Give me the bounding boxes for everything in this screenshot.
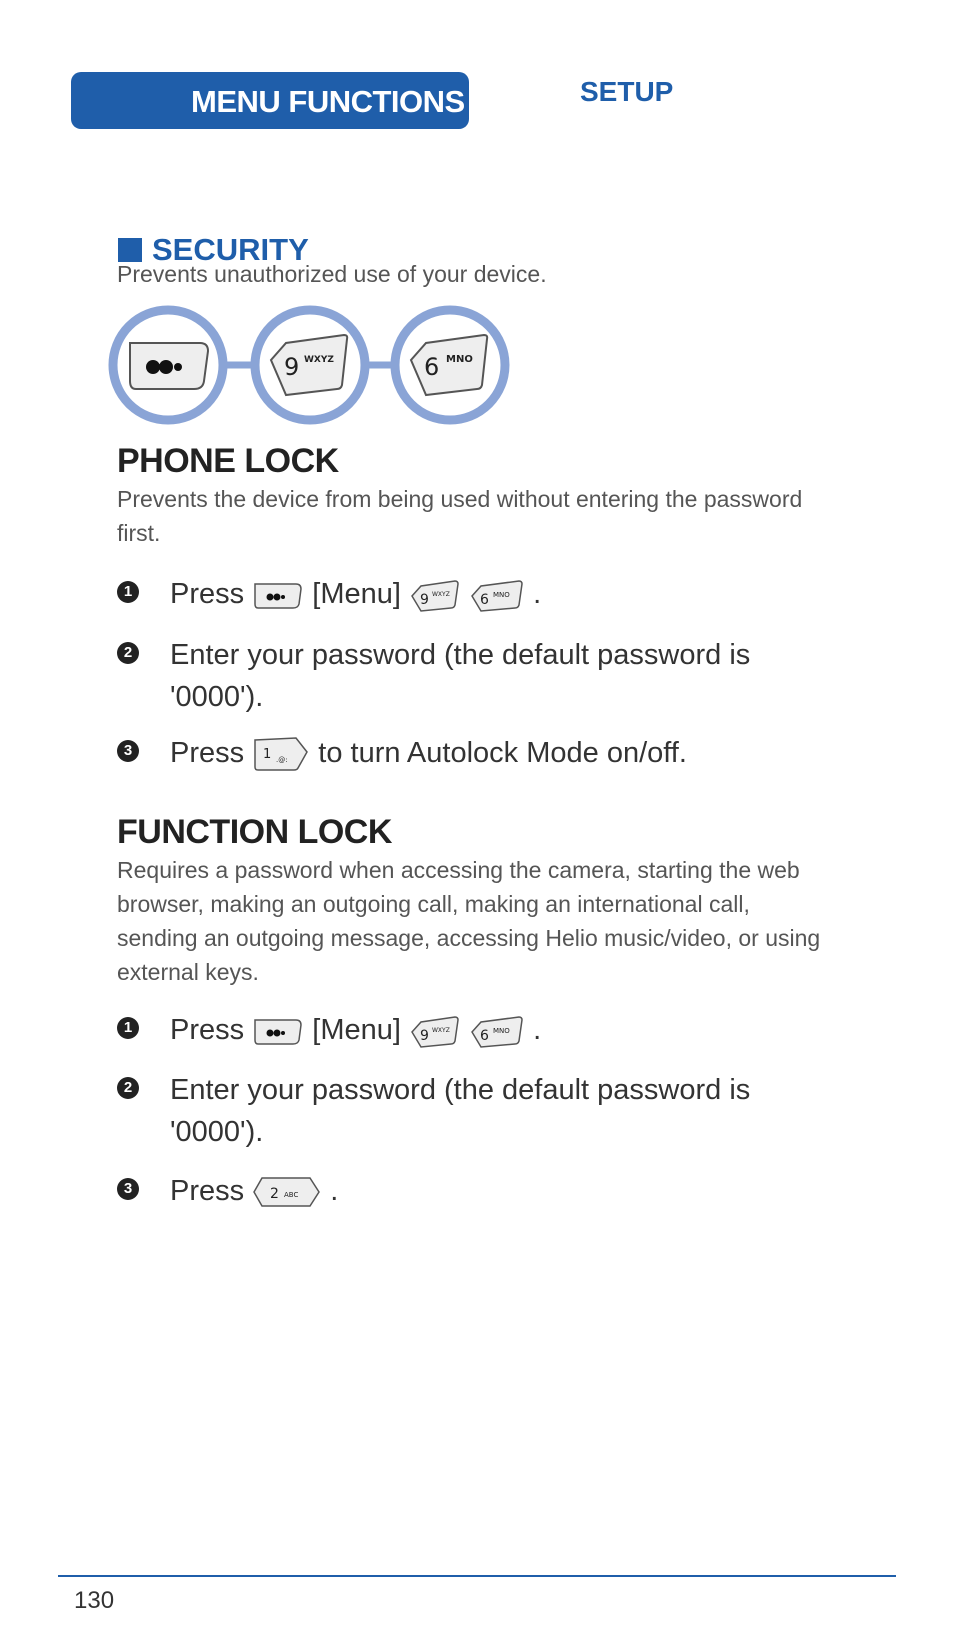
security-description: Prevents unauthorized use of your device.	[117, 261, 547, 287]
step-number: 2	[117, 1077, 139, 1099]
key-9-wxyz-icon	[409, 1013, 461, 1049]
svg-text:6: 6	[480, 592, 489, 609]
function-lock-step-1: 1 Press [Menu] 9 WXYZ 6 MNO .	[117, 1009, 777, 1051]
key-1-icon	[252, 734, 310, 774]
menu-key-icon	[113, 310, 223, 420]
page-number: 130	[74, 1587, 115, 1614]
key-6-mno-icon	[395, 310, 505, 420]
phone-lock-step-3: 3 Press 1 .@: to turn Autolock Mode on/off.	[117, 732, 777, 774]
function-lock-step-3: 3 Press 2 ABC .	[117, 1170, 777, 1212]
section-tab	[71, 72, 469, 129]
step-number: 1	[117, 1017, 139, 1039]
svg-text:WXYZ: WXYZ	[432, 591, 450, 599]
phone-lock-heading: PHONE LOCK	[117, 442, 339, 480]
svg-text:9: 9	[420, 592, 429, 609]
key-2-abc-icon	[252, 1174, 322, 1210]
svg-text:9: 9	[284, 353, 300, 381]
svg-text:1: 1	[263, 747, 272, 763]
svg-text:2: 2	[270, 1186, 280, 1203]
phone-lock-step-2: 2 Enter your password (the default password is '0000').	[117, 634, 777, 718]
key-sequence-diagram	[108, 305, 528, 430]
svg-text:6: 6	[424, 353, 440, 381]
key-6-mno-icon	[469, 577, 525, 613]
key-9-wxyz-icon	[409, 577, 461, 613]
function-lock-step-2: 2 Enter your password (the default password is '0000').	[117, 1069, 777, 1153]
section-title: MENU FUNCTIONS	[191, 84, 465, 119]
function-lock-description: Requires a password when accessing the camera, starting the web browser, making an outgoing call, making an international call, sending an outgoing message, accessing Helio music/video, or using external keys.	[117, 857, 821, 985]
menu-key-icon	[252, 1015, 304, 1047]
svg-text:ABC: ABC	[284, 1191, 299, 1200]
step-number: 1	[117, 581, 139, 603]
phone-lock-description: Prevents the device from being used without entering the password first.	[117, 486, 803, 546]
step-number: 3	[117, 1178, 139, 1200]
key-6-mno-icon	[469, 1013, 525, 1049]
subsection-title: SETUP	[580, 76, 674, 107]
step-number: 2	[117, 642, 139, 664]
svg-text:.@:: .@:	[276, 756, 288, 765]
svg-text:6: 6	[480, 1028, 489, 1045]
security-title: SECURITY	[152, 232, 309, 267]
svg-text:MNO: MNO	[493, 1027, 510, 1036]
menu-key-icon	[252, 579, 304, 611]
footer-divider	[58, 1575, 896, 1577]
step-number: 3	[117, 740, 139, 762]
svg-text:MNO: MNO	[446, 354, 473, 365]
svg-text:WXYZ: WXYZ	[432, 1027, 450, 1035]
function-lock-heading: FUNCTION LOCK	[117, 813, 392, 851]
phone-lock-step-1: 1 Press [Menu] 9 WXYZ 6 MNO .	[117, 573, 777, 615]
svg-text:WXYZ: WXYZ	[304, 355, 334, 365]
svg-text:9: 9	[420, 1028, 429, 1045]
svg-text:MNO: MNO	[493, 591, 510, 600]
key-9-wxyz-icon	[255, 310, 365, 420]
